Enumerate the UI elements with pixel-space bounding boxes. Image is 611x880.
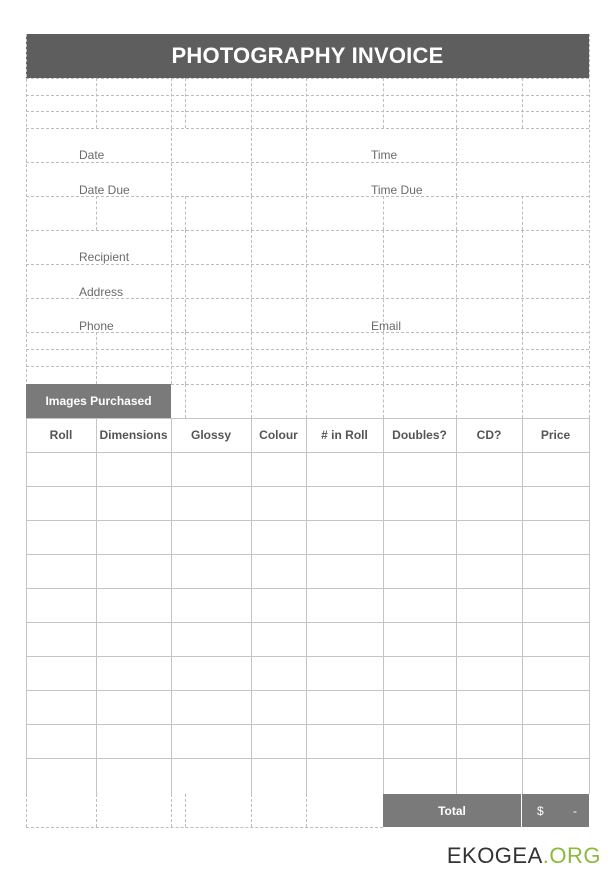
invoice-title: PHOTOGRAPHY INVOICE <box>26 34 589 78</box>
grid-line <box>26 264 589 265</box>
grid-line <box>383 332 384 384</box>
grid-line <box>251 794 252 827</box>
grid-line <box>522 332 523 384</box>
column-header-roll: Roll <box>49 428 73 442</box>
grid-line <box>96 418 97 794</box>
grid-line <box>26 724 589 725</box>
grid-line <box>306 230 307 332</box>
grid-line <box>26 111 589 112</box>
grid-line <box>251 332 252 384</box>
total-value-cell <box>522 794 589 827</box>
grid-line <box>26 656 589 657</box>
grid-line <box>26 690 589 691</box>
grid-line <box>26 486 589 487</box>
grid-line <box>251 384 252 418</box>
grid-line <box>171 418 172 794</box>
grid-line <box>383 384 384 418</box>
grid-line <box>306 78 307 128</box>
grid-line <box>522 384 523 418</box>
grid-line <box>456 384 457 418</box>
total-label: Total <box>383 794 521 827</box>
grid-line <box>589 418 590 794</box>
grid-line <box>456 128 457 196</box>
grid-line <box>589 34 590 384</box>
grid-line <box>26 162 589 163</box>
grid-line <box>185 196 186 230</box>
grid-line <box>251 196 252 230</box>
grid-line <box>171 230 172 332</box>
grid-line <box>171 332 172 384</box>
grid-line <box>96 78 97 128</box>
grid-line <box>456 418 457 794</box>
grid-line <box>185 78 186 128</box>
time-label: Time <box>371 148 398 162</box>
column-header-price: Price <box>540 428 571 442</box>
grid-line <box>26 95 589 96</box>
grid-line <box>96 196 97 230</box>
email-label: Email <box>371 319 402 333</box>
column-header-cd: CD? <box>476 428 502 442</box>
grid-line <box>26 827 383 828</box>
grid-line <box>306 196 307 230</box>
grid-line <box>96 332 97 384</box>
grid-line <box>456 230 457 332</box>
grid-line <box>306 794 307 827</box>
grid-line <box>522 196 523 230</box>
brand-logo <box>447 843 601 869</box>
grid-line <box>456 196 457 230</box>
grid-line <box>306 332 307 384</box>
grid-line <box>26 622 589 623</box>
grid-line <box>171 794 172 827</box>
currency-symbol: $ <box>537 804 544 818</box>
grid-line <box>589 384 590 418</box>
grid-line <box>26 758 589 759</box>
brand-name: EKOGEA <box>446 843 543 868</box>
recipient-label: Recipient <box>79 250 130 264</box>
grid-line <box>26 366 589 367</box>
column-header-glossy: Glossy <box>190 428 232 442</box>
column-header-in-roll: # in Roll <box>321 428 368 442</box>
grid-line <box>96 794 97 827</box>
grid-line <box>251 418 252 794</box>
grid-line <box>171 78 172 128</box>
date-label: Date <box>79 148 105 162</box>
grid-line <box>26 588 589 589</box>
grid-line <box>306 384 307 418</box>
grid-line <box>456 332 457 384</box>
grid-line <box>383 78 384 128</box>
grid-line <box>306 128 307 196</box>
grid-line <box>383 418 384 794</box>
grid-line <box>251 128 252 196</box>
column-header-doubles: Doubles? <box>392 428 447 442</box>
grid-line <box>26 520 589 521</box>
column-header-colour: Colour <box>259 428 298 442</box>
grid-line <box>26 554 589 555</box>
brand-tld: .ORG <box>542 843 601 868</box>
grid-line <box>456 78 457 128</box>
grid-line <box>185 794 186 827</box>
grid-line <box>383 230 384 332</box>
grid-line <box>251 230 252 332</box>
time-due-label: Time Due <box>371 183 423 197</box>
grid-line <box>26 418 27 794</box>
grid-line <box>185 230 186 332</box>
grid-line <box>171 196 172 230</box>
grid-line <box>26 349 589 350</box>
grid-line <box>26 78 589 79</box>
grid-line <box>522 418 523 794</box>
grid-line <box>26 230 589 231</box>
phone-label: Phone <box>79 319 114 333</box>
grid-line <box>185 332 186 384</box>
grid-line <box>185 384 186 418</box>
images-purchased-header: Images Purchased <box>26 384 171 418</box>
grid-line <box>522 78 523 128</box>
total-value: - <box>573 804 577 818</box>
column-header-dimensions: Dimensions <box>99 428 168 442</box>
grid-line <box>383 196 384 230</box>
grid-line <box>522 230 523 332</box>
grid-line <box>26 128 589 129</box>
grid-line <box>251 78 252 128</box>
date-due-label: Date Due <box>79 183 130 197</box>
grid-line <box>171 128 172 196</box>
grid-line <box>306 418 307 794</box>
grid-line <box>26 452 589 453</box>
address-label: Address <box>79 285 124 299</box>
